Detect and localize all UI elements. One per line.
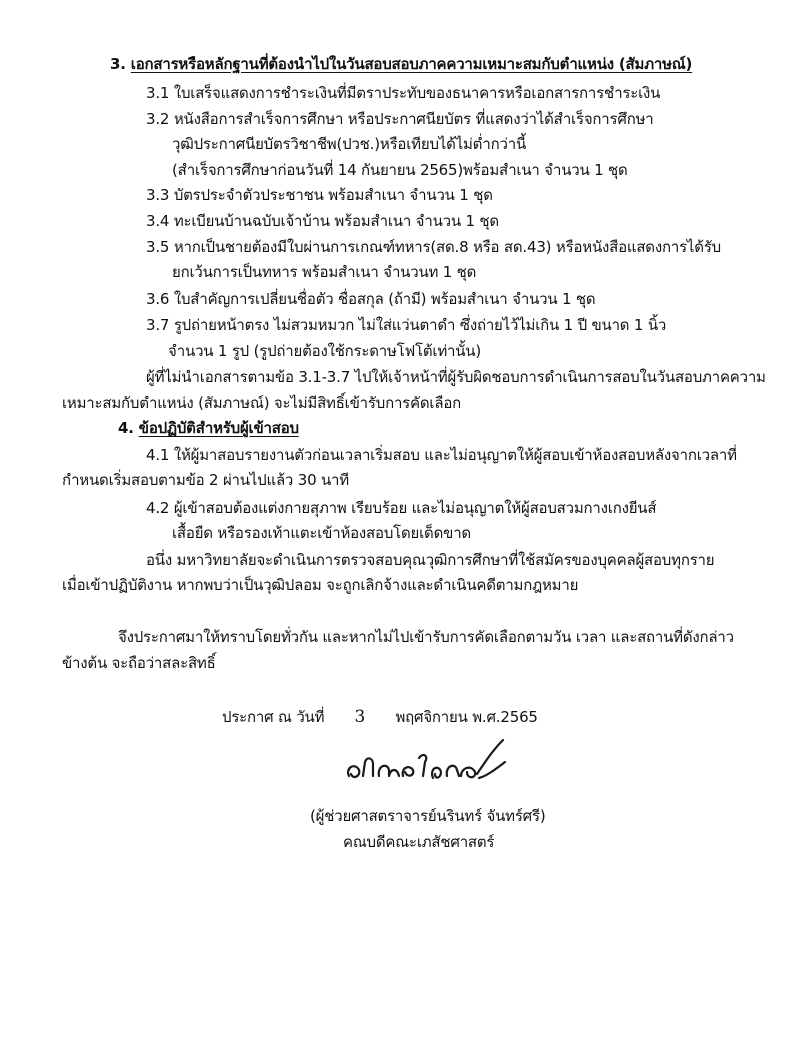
closing-paragraph: จึงประกาศมาให้ทราบโดยทั่วกัน และหากไม่ไปเข้ารับการคัดเลือกตามวัน เวลา และสถานที่ดังกล่าว: [118, 628, 734, 646]
list-item: 4.1 ให้ผู้มาสอบรายงานตัวก่อนเวลาเริ่มสอบ และไม่อนุญาตให้ผู้สอบเข้าห้องสอบหลังจากเวลาที่: [146, 446, 737, 464]
section-3-heading: [110, 53, 692, 75]
list-item: 3.2 หนังสือการสำเร็จการศึกษา หรือประกาศนียบัตร ที่แสดงว่าได้สำเร็จการศึกษา: [146, 110, 654, 128]
list-item: 3.4 ทะเบียนบ้านฉบับเจ้าบ้าน พร้อมสำเนา จำนวน 1 ชุด: [146, 212, 499, 230]
remark-paragraph: อนึ่ง มหาวิทยาลัยจะดำเนินการตรวจสอบคุณวุฒิการศึกษาที่ใช้สมัครของบุคคลผู้สอบทุกราย: [146, 551, 715, 569]
list-item-continuation: วุฒิประกาศนียบัตรวิชาชีพ(ปวช.)หรือเทียบได้ไม่ต่ำกว่านี้: [172, 135, 527, 153]
list-item-continuation: กำหนดเริ่มสอบตามข้อ 2 ผ่านไปแล้ว 30 นาที: [62, 471, 349, 489]
section-3-note-continuation: เหมาะสมกับตำแหน่ง (สัมภาษณ์) จะไม่มีสิทธิ์เข้ารับการคัดเลือก: [62, 394, 462, 412]
list-item-continuation: ยกเว้นการเป็นทหาร พร้อมสำเนา จำนวนท 1 ชุด: [172, 263, 477, 281]
list-item: 3.7 รูปถ่ายหน้าตรง ไม่สวมหมวก ไม่ใส่แว่นตาดำ ซึ่งถ่ายไว้ไม่เกิน 1 ปี ขนาด 1 นิ้ว: [146, 316, 667, 334]
announcement-prefix: ประกาศ ณ วันที่: [222, 708, 325, 726]
closing-paragraph-continuation: ข้างต้น จะถือว่าสละสิทธิ์: [62, 654, 216, 672]
list-item: 3.5 หากเป็นชายต้องมีใบผ่านการเกณฑ์ทหาร(สด.8 หรือ สด.43) หรือหนังสือแสดงการได้รับ: [146, 238, 721, 256]
section-4-number: 4.: [118, 419, 134, 437]
section-3-note: ผู้ที่ไม่นำเอกสารตามข้อ 3.1-3.7 ไปให้เจ้าหน้าที่ผู้รับผิดชอบการดำเนินการสอบในวันสอบภาคความ: [146, 368, 766, 386]
announcement-month-year: พฤศจิกายน พ.ศ.2565: [395, 708, 538, 726]
section-4-heading: [118, 417, 299, 439]
list-item: 3.1 ใบเสร็จแสดงการชำระเงินที่มีตราประทับของธนาคารหรือเอกสารการชำระเงิน: [146, 84, 661, 102]
signatory-position: คณบดีคณะเภสัชศาสตร์: [343, 833, 495, 851]
announcement-date: [222, 706, 538, 728]
section-4-title: ข้อปฏิบัติสำหรับผู้เข้าสอบ: [138, 419, 299, 437]
list-item-continuation: จำนวน 1 รูป (รูปถ่ายต้องใช้กระดาษโฟโต้เท่านั้น): [168, 342, 481, 360]
list-item: 3.3 บัตรประจำตัวประชาชน พร้อมสำเนา จำนวน 1 ชุด: [146, 186, 493, 204]
signature-image: [335, 732, 525, 792]
list-item-continuation: เสื้อยืด หรือรองเท้าแตะเข้าห้องสอบโดยเด็ดขาด: [172, 524, 471, 542]
remark-paragraph-continuation: เมื่อเข้าปฏิบัติงาน หากพบว่าเป็นวุฒิปลอม จะถูกเลิกจ้างและดำเนินคดีตามกฎหมาย: [62, 576, 579, 594]
section-3-title: เอกสารหรือหลักฐานที่ต้องนำไปในวันสอบสอบภาคความเหมาะสมกับตำแหน่ง (สัมภาษณ์): [130, 55, 693, 73]
list-item: 3.6 ใบสำคัญการเปลี่ยนชื่อตัว ชื่อสกุล (ถ้ามี) พร้อมสำเนา จำนวน 1 ชุด: [146, 290, 596, 308]
signatory-name: (ผู้ช่วยศาสตราจารย์นรินทร์ จันทร์ศรี): [310, 807, 546, 825]
announcement-day: 3: [354, 707, 366, 727]
list-item: 4.2 ผู้เข้าสอบต้องแต่งกายสุภาพ เรียบร้อย และไม่อนุญาตให้ผู้สอบสวมกางเกงยีนส์: [146, 499, 657, 517]
section-3-number: 3.: [110, 55, 126, 73]
list-item-continuation: (สำเร็จการศึกษาก่อนวันที่ 14 กันยายน 2565)พร้อมสำเนา จำนวน 1 ชุด: [172, 161, 628, 179]
